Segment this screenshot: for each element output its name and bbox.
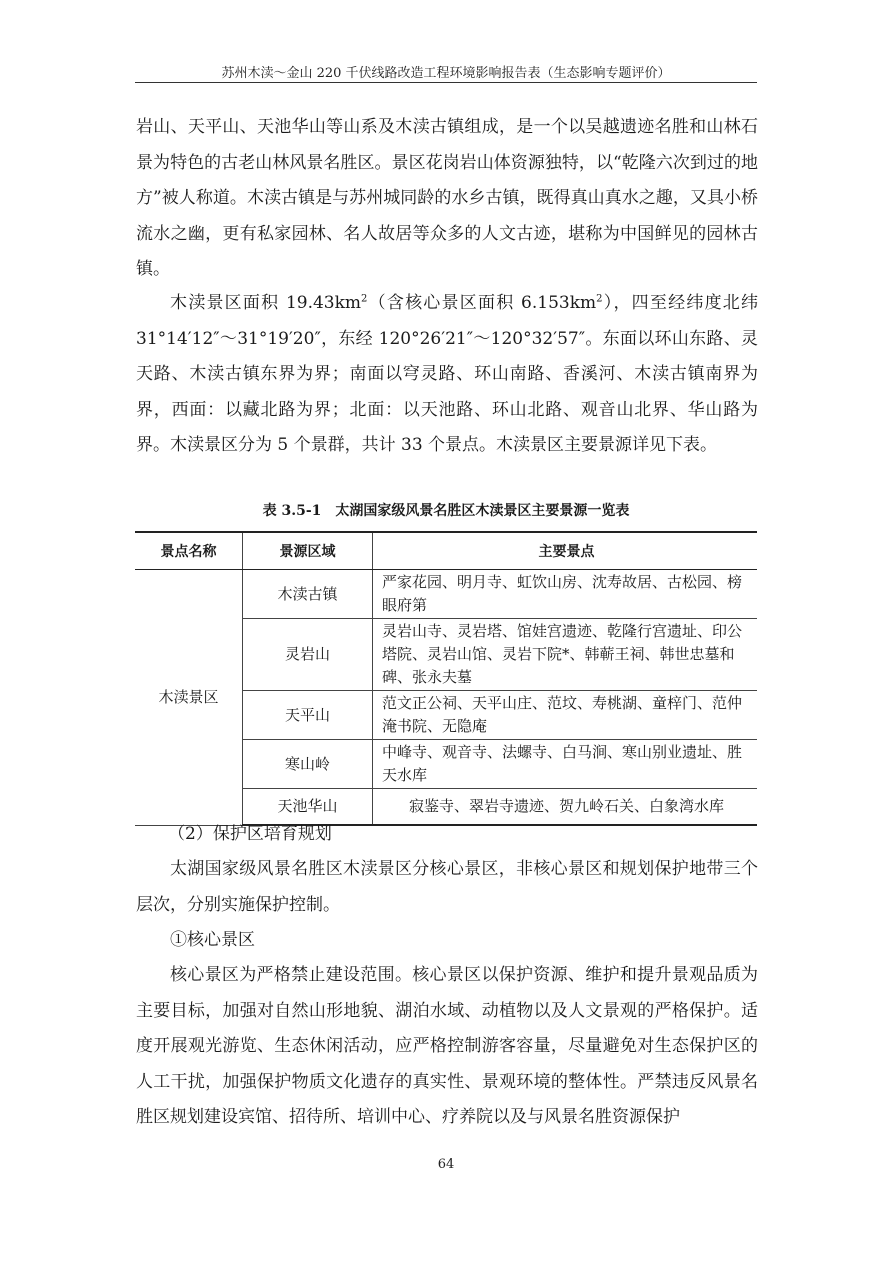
spots-cell: 严家花园、明月寺、虹饮山房、沈寿故居、古松园、榜眼府第	[373, 570, 758, 619]
header-source-region: 景源区域	[243, 532, 373, 570]
region-cell: 灵岩山	[243, 619, 373, 691]
paragraph-scenic-description: 岩山、天平山、天池华山等山系及木渎古镇组成，是一个以吴越遗迹名胜和山林石景为特色的古老山林风景名胜区。景区花岗岩山体资源独特，以“乾隆六次到过的地方”被人称道。木渎古镇是与苏州城同龄的水乡古镇，既得真山真水之趣，又具小桥流水之幽，更有私家园林、名人故居等众多的人文古迹，堪称为中国鲜见的园林古镇。	[136, 117, 758, 279]
superscript-2: 2	[596, 293, 603, 305]
paragraph-protection-levels: 太湖国家级风景名胜区木渎景区分核心景区，非核心景区和规划保护地带三个层次，分别实施保护控制。	[136, 859, 758, 915]
subheading-protection-planning: （2）保护区培育规划	[168, 824, 332, 844]
subheading-core-area: ①核心景区	[170, 930, 255, 950]
spots-cell: 中峰寺、观音寺、法螺寺、白马涧、寒山别业遗址、胜天水库	[373, 740, 758, 789]
table-caption: 表 3.5-1 太湖国家级风景名胜区木渎景区主要景源一览表	[262, 503, 630, 519]
header-spot-name: 景点名称	[135, 532, 243, 570]
paragraph-core-area: 核心景区为严格禁止建设范围。核心景区以保护资源、维护和提升景观品质为主要目标，加强对自然山形地貌、湖泊水域、动植物以及人文景观的严格保护。适度开展观光游览、生态休闲活动，应严格控制游客容量，尽量避免对生态保护区的人工干扰，加强保护物质文化遗存的真实性、景观环境的整体性。严禁违反风景名胜区规划建设宾馆、招待所、培训中心、疗养院以及与风景名胜资源保护	[136, 965, 758, 1127]
running-header: 苏州木渎～金山 220 千伏线路改造工程环境影响报告表（生态影响专题评价）	[221, 66, 671, 81]
header-main-spots: 主要景点	[373, 532, 758, 570]
paragraph-area-boundaries	[136, 286, 758, 464]
spots-cell: 灵岩山寺、灵岩塔、馆娃宫遗迹、乾隆行宫遗址、印公塔院、灵岩山馆、灵岩下院*、韩蕲王祠、韩世忠墓和碑、张永夫墓	[373, 619, 758, 691]
scenic-resources-table	[135, 531, 757, 826]
para2-part-b: （含核心景区面积 6.153km	[367, 293, 597, 313]
page-number: 64	[437, 1157, 455, 1172]
spots-cell: 寂鉴寺、翠岩寺遗迹、贺九岭石关、白象湾水库	[373, 789, 758, 826]
table-header-row	[135, 532, 757, 570]
region-cell: 天平山	[243, 691, 373, 740]
para2-part-c: ），四至经纬度北纬 31°14′12″～31°19′20″，东经 120°26′21″～120°32′57″。东面以环山东路、灵天路、木渎古镇东界为界；南面以穹灵路、环山南路、香溪河、木渎古镇南界为界，西面：以藏北路为界；北面：以天池路、环山北路、观音山北界、华山路为界。木渎景区分为 5 个景群，共计 33 个景点。木渎景区主要景源详见下表。	[136, 293, 759, 455]
region-cell: 寒山岭	[243, 740, 373, 789]
superscript-2: 2	[361, 293, 368, 305]
header-rule	[135, 82, 757, 83]
region-cell: 木渎古镇	[243, 570, 373, 619]
spots-cell: 范文正公祠、天平山庄、范坟、寿桃湖、童梓门、范仲淹书院、无隐庵	[373, 691, 758, 740]
area-cell: 木渎景区	[135, 570, 243, 826]
region-cell: 天池华山	[243, 789, 373, 826]
para2-part-a: 木渎景区面积 19.43km	[170, 293, 362, 313]
table-row	[135, 570, 757, 619]
